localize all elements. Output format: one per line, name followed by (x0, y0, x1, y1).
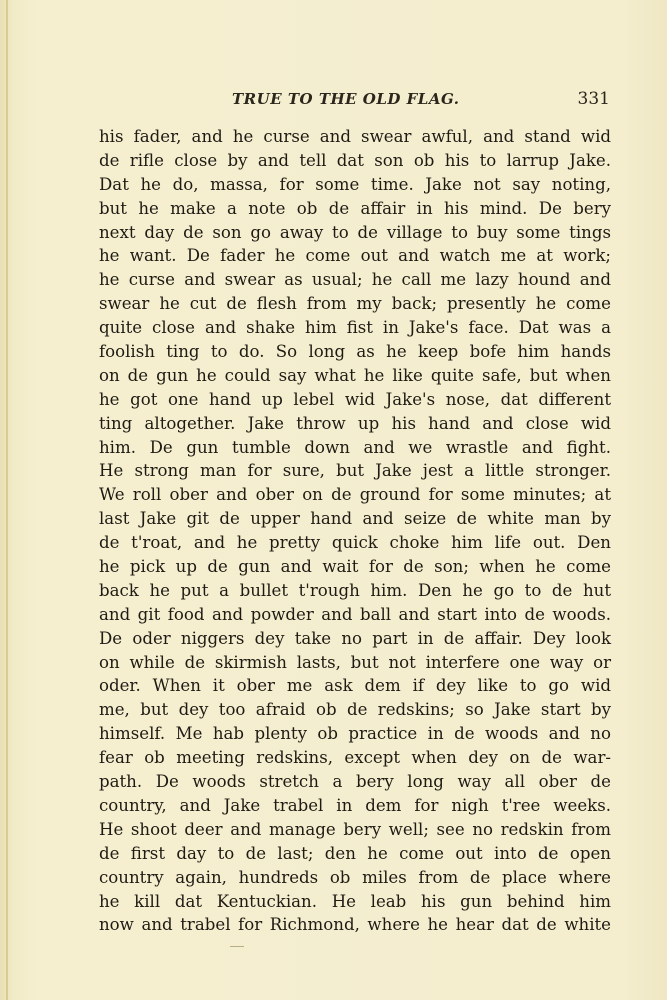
text-line: de t'roat, and he pretty quick choke him life out. Den (99, 533, 611, 553)
text-line: and git food and powder and ball and start into de woods. (99, 604, 611, 624)
text-line: country, and Jake trabel in dem for nigh t'ree weeks. (99, 795, 611, 815)
text-line: back he put a bullet t'rough him. Den he go to de hut (99, 580, 611, 600)
text-line: next day de son go away to de village to buy some tings (99, 222, 611, 242)
text-line: Dat he do, massa, for some time. Jake not say noting, (99, 174, 611, 194)
text-line: He shoot deer and manage bery well; see no redskin from (99, 819, 611, 839)
text-line: himself. Me hab plenty ob practice in de woods and no (99, 724, 611, 744)
text-line: de first day to de last; den he come out into de open (99, 843, 611, 863)
text-line: swear he cut de flesh from my back; presently he come (99, 294, 611, 314)
page-gutter (6, 0, 8, 1000)
text-line: him. De gun tumble down and we wrastle and fight. (99, 437, 611, 457)
text-line: oder. When it ober me ask dem if dey like to go wid (99, 676, 611, 696)
text-line: now and trabel for Richmond, where he hear dat de white (99, 915, 611, 935)
text-line: foolish ting to do. So long as he keep bofe him hands (99, 342, 611, 362)
text-line: but he make a note ob de affair in his mind. De bery (99, 198, 611, 218)
text-line: he kill dat Kentuckian. He leab his gun behind him (99, 891, 611, 911)
text-line: country again, hundreds ob miles from de place where (99, 867, 611, 887)
text-line: We roll ober and ober on de ground for some minutes; at (99, 485, 611, 505)
text-line: he got one hand up lebel wid Jake's nose, dat different (99, 389, 611, 409)
text-line: me, but dey too afraid ob de redskins; so Jake start by (99, 700, 611, 720)
text-line: he curse and swear as usual; he call me lazy hound and (99, 270, 611, 290)
text-line: quite close and shake him fist in Jake's face. Dat was a (99, 318, 611, 338)
text-line: path. De woods stretch a bery long way all ober de (99, 772, 611, 792)
text-line: his fader, and he curse and swear awful, and stand wid (99, 127, 611, 146)
text-line: ting altogether. Jake throw up his hand and close wid (99, 413, 611, 433)
text-line: he pick up de gun and wait for de son; when he come (99, 557, 611, 577)
text-line: he want. De fader he come out and watch me at work; (99, 246, 611, 266)
text-line: last Jake git de upper hand and seize de white man by (99, 509, 611, 529)
text-line: de rifle close by and tell dat son ob his to larrup Jake. (99, 150, 611, 170)
text-line: on de gun he could say what he like quite safe, but when (99, 365, 611, 385)
page-mark (230, 946, 244, 947)
text-line: He strong man for sure, but Jake jest a little stronger. (99, 461, 611, 481)
text-line: fear ob meeting redskins, except when dey on de war- (99, 748, 611, 768)
text-line: De oder niggers dey take no part in de affair. Dey look (99, 628, 611, 648)
page-number: 331 (577, 89, 610, 109)
running-head: TRUE TO THE OLD FLAG. (232, 90, 460, 108)
body-text (99, 125, 611, 937)
text-line: on while de skirmish lasts, but not interfere one way or (99, 652, 611, 672)
